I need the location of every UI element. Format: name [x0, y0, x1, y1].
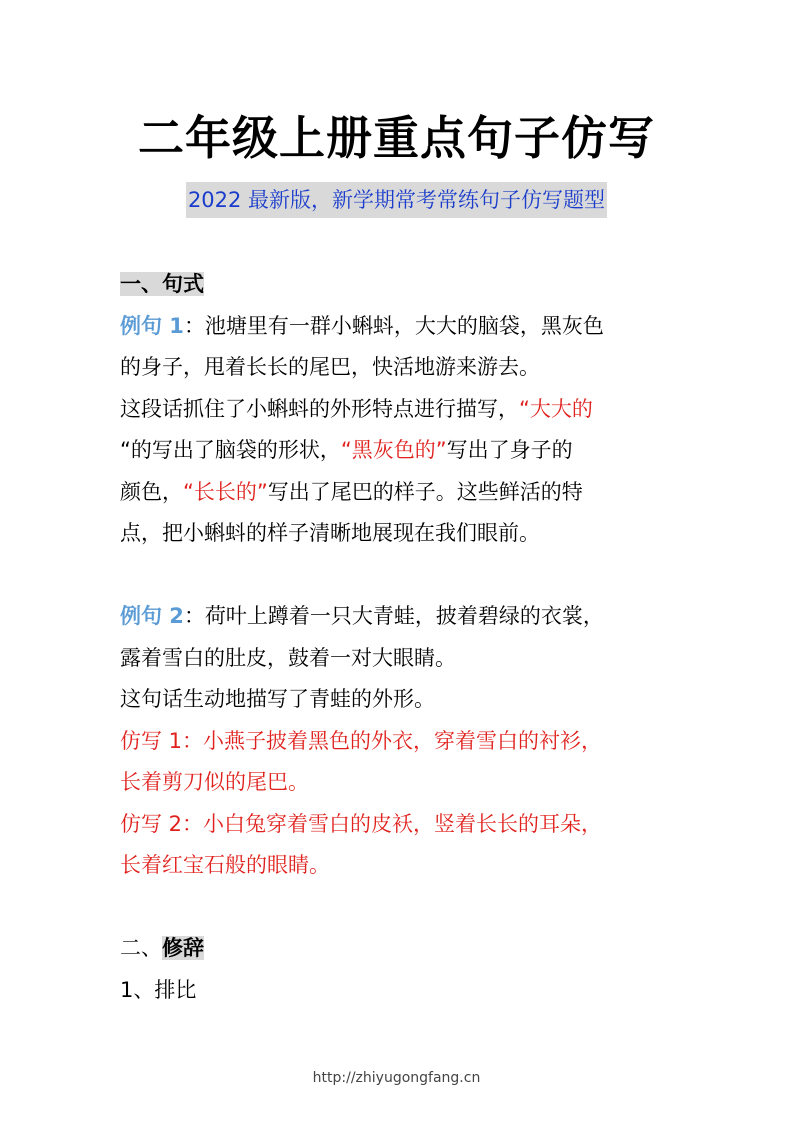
imitation2-line2: 长着红宝石般的眼睛。	[120, 853, 330, 877]
subtitle-wrap	[0, 182, 793, 218]
analysis-text: “的写出了脑袋的形状，	[120, 438, 341, 462]
example1-line1	[120, 306, 680, 348]
imitation2-line1: 仿写 2：小白兔穿着雪白的皮袄，竖着长长的耳朵，	[120, 811, 603, 836]
example1-line2: 的身子，甩着长长的尾巴，快活地游来游去。	[120, 355, 540, 379]
page-subtitle: 2022 最新版，新学期常考常练句子仿写题型	[186, 182, 607, 218]
section2-item1: 1、排比	[120, 977, 197, 1002]
spacer	[120, 555, 680, 597]
analysis-text: 写出了尾巴的样子。这些鲜活的特	[267, 479, 583, 504]
analysis-text: 写出了身子的	[446, 438, 573, 462]
analysis-quote: “大大的	[519, 396, 593, 421]
example-label: 例句 2	[120, 604, 184, 628]
analysis-line4: 点，把小蝌蚪的样子清晰地展现在我们眼前。	[120, 521, 540, 545]
analysis-text: 这段话抓住了小蝌蚪的外形特点进行描写，	[120, 396, 519, 421]
analysis-line3	[120, 472, 680, 514]
example2-line3: 这句话生动地描写了青蛙的外形。	[120, 687, 435, 711]
section-heading-text: 修辞	[162, 936, 204, 960]
section-heading-text: 一、句式	[120, 272, 204, 296]
spacer	[120, 887, 680, 929]
analysis-quote: “长长的”	[183, 479, 268, 504]
analysis-line2	[120, 430, 680, 472]
section-heading-1	[120, 264, 680, 306]
analysis-line1	[120, 389, 680, 431]
footer-url: http://zhiyugongfang.cn	[312, 1070, 481, 1086]
document-body	[120, 264, 680, 1011]
example2-line2: 露着雪白的肚皮，鼓着一对大眼睛。	[120, 645, 456, 670]
analysis-quote: “黑灰色的”	[340, 438, 447, 462]
page-title: 二年级上册重点句子仿写	[138, 111, 655, 165]
example-label: 例句 1	[120, 313, 184, 338]
example-text: ：荷叶上蹲着一只大青蛙，披着碧绿的衣裳，	[183, 604, 604, 628]
imitation1-line1: 仿写 1：小燕子披着黑色的外衣，穿着雪白的衬衫，	[120, 728, 603, 753]
imitation1-line2: 长着剪刀似的尾巴。	[120, 770, 309, 794]
section-heading-2	[120, 928, 680, 970]
analysis-text: 颜色，	[120, 479, 183, 504]
example2-line1	[120, 596, 680, 638]
example-text: ：池塘里有一群小蝌蚪，大大的脑袋，黑灰色	[183, 313, 604, 338]
section-heading-prefix: 二、	[120, 936, 162, 960]
